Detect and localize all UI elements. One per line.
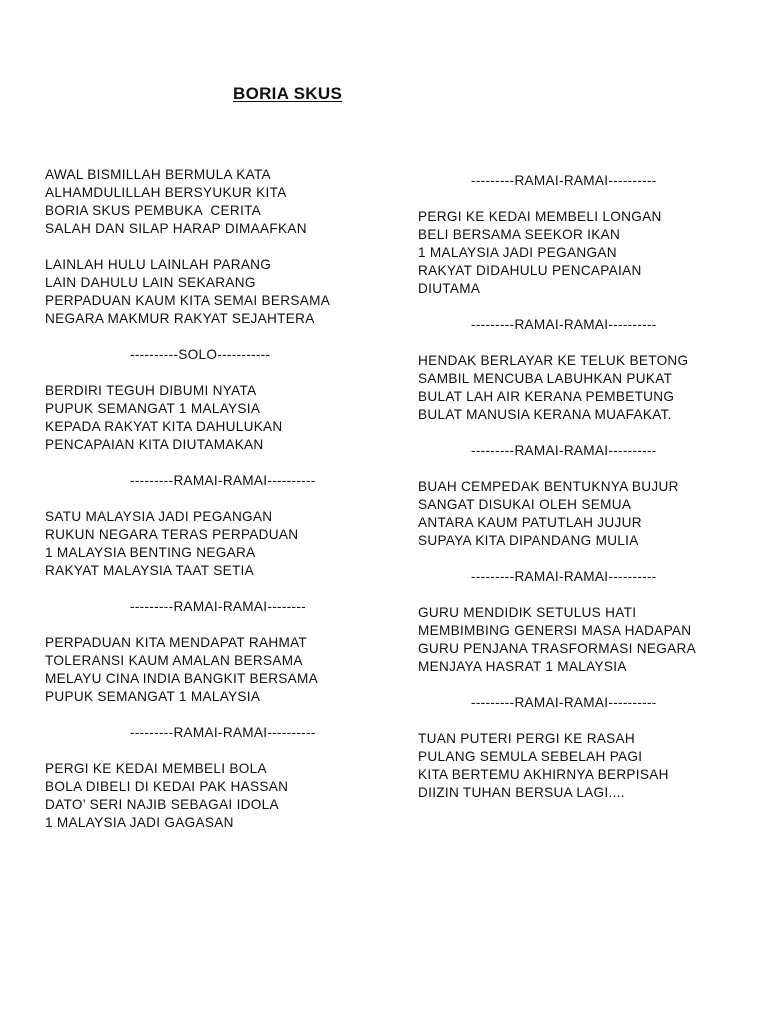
verse-line: RAKYAT DIDAHULU PENCAPAIAN xyxy=(418,263,642,278)
stanza-gap xyxy=(45,706,390,724)
verse-line: PULANG SEMULA SEBELAH PAGI xyxy=(418,749,643,764)
stanza-gap xyxy=(45,328,390,346)
verse-line: GURU PENJANA TRASFORMASI NEGARA xyxy=(418,641,696,656)
section-divider: ---------RAMAI-RAMAI---------- xyxy=(471,317,657,332)
section-divider: ----------SOLO----------- xyxy=(130,347,271,362)
verse-line: MENJAYA HASRAT 1 MALAYSIA xyxy=(418,659,627,674)
verse-line: SUPAYA KITA DIPANDANG MULIA xyxy=(418,533,639,548)
verse-line: PERPADUAN KITA MENDAPAT RAHMAT xyxy=(45,635,308,650)
verse-line: RUKUN NEGARA TERAS PERPADUAN xyxy=(45,527,299,542)
section-divider: ---------RAMAI-RAMAI---------- xyxy=(471,173,657,188)
verse-line: PERGI KE KEDAI MEMBELI BOLA xyxy=(45,761,267,776)
verse-line: BERDIRI TEGUH DIBUMI NYATA xyxy=(45,383,257,398)
verse-line: DATO’ SERI NAJIB SEBAGAI IDOLA xyxy=(45,797,279,812)
verse-line: BUAH CEMPEDAK BENTUKNYA BUJUR xyxy=(418,479,679,494)
verse-line: AWAL BISMILLAH BERMULA KATA xyxy=(45,167,271,182)
verse-line: LAINLAH HULU LAINLAH PARANG xyxy=(45,257,272,272)
right-column xyxy=(418,172,748,802)
verse-line: 1 MALAYSIA JADI PEGANGAN xyxy=(418,245,617,260)
section-divider: ---------RAMAI-RAMAI---------- xyxy=(471,695,657,710)
verse-line: BELI BERSAMA SEEKOR IKAN xyxy=(418,227,621,242)
stanza xyxy=(45,382,390,454)
verse-line: BOLA DIBELI DI KEDAI PAK HASSAN xyxy=(45,779,289,794)
verse-line: PUPUK SEMANGAT 1 MALAYSIA xyxy=(45,401,261,416)
verse-line: KEPADA RAKYAT KITA DAHULUKAN xyxy=(45,419,283,434)
section-divider: ---------RAMAI-RAMAI---------- xyxy=(471,569,657,584)
stanza-gap xyxy=(45,454,390,472)
verse-line: 1 MALAYSIA BENTING NEGARA xyxy=(45,545,256,560)
stanza xyxy=(418,478,748,550)
verse-line: MEMBIMBING GENERSI MASA HADAPAN xyxy=(418,623,692,638)
stanza-gap xyxy=(418,586,748,604)
stanza-gap xyxy=(418,550,748,568)
stanza-gap xyxy=(418,712,748,730)
stanza xyxy=(418,604,748,676)
verse-line: SATU MALAYSIA JADI PEGANGAN xyxy=(45,509,273,524)
section-divider: ---------RAMAI-RAMAI---------- xyxy=(471,443,657,458)
stanza xyxy=(418,730,748,802)
verse-line: 1 MALAYSIA JADI GAGASAN xyxy=(45,815,234,830)
verse-line: PERGI KE KEDAI MEMBELI LONGAN xyxy=(418,209,662,224)
stanza-gap xyxy=(418,676,748,694)
verse-line: BULAT LAH AIR KERANA PEMBETUNG xyxy=(418,389,675,404)
verse-line: BORIA SKUS PEMBUKA CERITA xyxy=(45,203,262,218)
stanza-gap xyxy=(45,364,390,382)
stanza xyxy=(45,508,390,580)
stanza-gap xyxy=(418,334,748,352)
verse-line: MELAYU CINA INDIA BANGKIT BERSAMA xyxy=(45,671,319,686)
stanza-gap xyxy=(45,580,390,598)
stanza-gap xyxy=(418,190,748,208)
stanza xyxy=(418,352,748,424)
verse-line: ALHAMDULILLAH BERSYUKUR KITA xyxy=(45,185,287,200)
stanza xyxy=(418,208,748,298)
section-divider: ---------RAMAI-RAMAI---------- xyxy=(130,473,316,488)
stanza xyxy=(45,166,390,238)
verse-line: ANTARA KAUM PATUTLAH JUJUR xyxy=(418,515,642,530)
verse-line: RAKYAT MALAYSIA TAAT SETIA xyxy=(45,563,255,578)
document-title: BORIA SKUS xyxy=(233,84,343,103)
verse-line: LAIN DAHULU LAIN SEKARANG xyxy=(45,275,256,290)
verse-line: SANGAT DISUKAI OLEH SEMUA xyxy=(418,497,632,512)
left-column xyxy=(45,166,390,832)
verse-line: KITA BERTEMU AKHIRNYA BERPISAH xyxy=(418,767,669,782)
verse-line: GURU MENDIDIK SETULUS HATI xyxy=(418,605,637,620)
verse-line: HENDAK BERLAYAR KE TELUK BETONG xyxy=(418,353,689,368)
verse-line: PUPUK SEMANGAT 1 MALAYSIA xyxy=(45,689,261,704)
verse-line: SAMBIL MENCUBA LABUHKAN PUKAT xyxy=(418,371,673,386)
stanza xyxy=(45,256,390,328)
stanza-gap xyxy=(45,616,390,634)
stanza xyxy=(45,634,390,706)
verse-line: SALAH DAN SILAP HARAP DIMAAFKAN xyxy=(45,221,307,236)
verse-line: NEGARA MAKMUR RAKYAT SEJAHTERA xyxy=(45,311,315,326)
section-divider: ---------RAMAI-RAMAI---------- xyxy=(130,725,316,740)
stanza-gap xyxy=(418,460,748,478)
section-divider: ---------RAMAI-RAMAI-------- xyxy=(130,599,306,614)
stanza-gap xyxy=(418,424,748,442)
verse-line: DIIZIN TUHAN BERSUA LAGI.... xyxy=(418,785,625,800)
stanza xyxy=(45,760,390,832)
verse-line: PERPADUAN KAUM KITA SEMAI BERSAMA xyxy=(45,293,331,308)
stanza-gap xyxy=(45,742,390,760)
stanza-gap xyxy=(45,490,390,508)
verse-line: BULAT MANUSIA KERANA MUAFAKAT. xyxy=(418,407,672,422)
stanza-gap xyxy=(45,238,390,256)
verse-line: TOLERANSI KAUM AMALAN BERSAMA xyxy=(45,653,303,668)
verse-line: TUAN PUTERI PERGI KE RASAH xyxy=(418,731,636,746)
stanza-gap xyxy=(418,298,748,316)
verse-line: PENCAPAIAN KITA DIUTAMAKAN xyxy=(45,437,264,452)
verse-line: DIUTAMA xyxy=(418,281,481,296)
